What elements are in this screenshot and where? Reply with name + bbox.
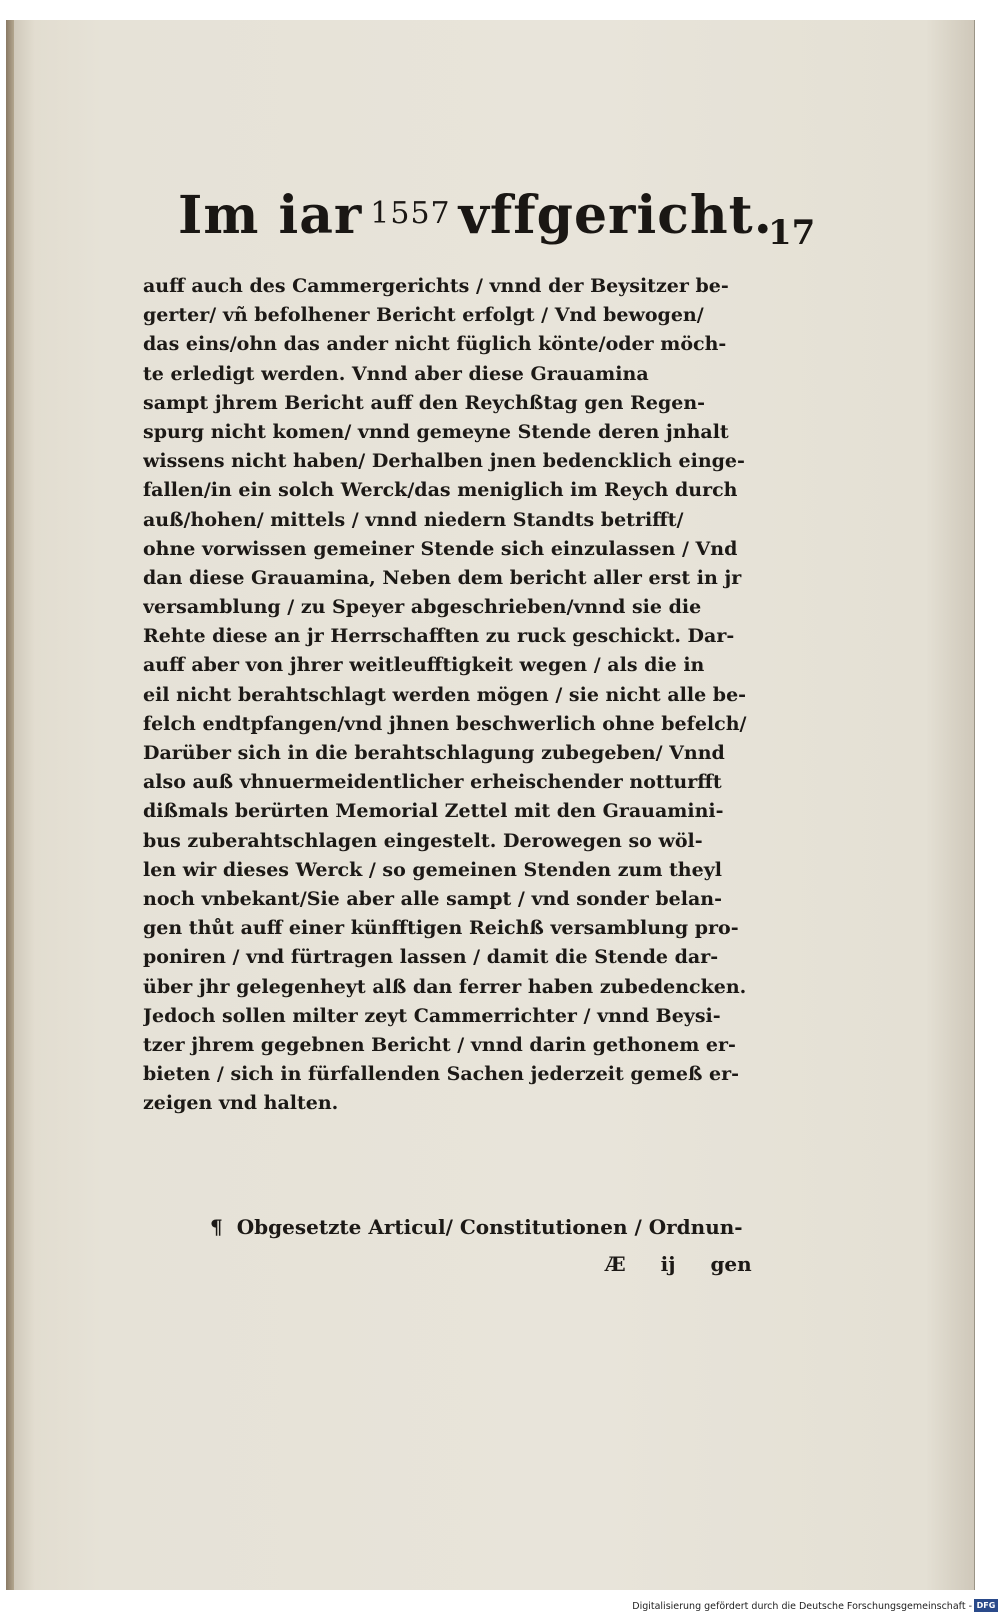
text-line: ohne vorwissen gemeiner Stende sich einzulassen / Vnd xyxy=(143,537,738,560)
text-line: dißmals berürten Memorial Zettel mit den Grauamini- xyxy=(143,800,724,823)
text-line: auff aber von jhrer weitleufftigkeit wegen / als die in xyxy=(143,654,705,677)
text-line: len wir dieses Werck / so gemeinen Stenden zum theyl xyxy=(143,858,722,881)
pilcrow-mark: ¶ xyxy=(210,1215,223,1239)
dfg-logo: DFG xyxy=(974,1599,998,1612)
text-line: auß/hohen/ mittels / vnnd niedern Standts betrifft/ xyxy=(143,508,684,531)
running-heading xyxy=(178,185,798,246)
closing-line xyxy=(210,1215,743,1239)
text-line: wissens nicht haben/ Derhalben jnen bedencklich einge- xyxy=(143,450,745,473)
text-line: tzer jhrem gegebnen Bericht / vnnd darin gethonem er- xyxy=(143,1033,736,1056)
closing-text: Obgesetzte Articul/ Constitutionen / Ordnun- xyxy=(236,1215,743,1239)
text-line: spurg nicht komen/ vnnd gemeyne Stende deren jnhalt xyxy=(143,420,729,443)
text-line: te erledigt werden. Vnnd aber diese Grauamina xyxy=(143,362,649,385)
text-line: gerter/ vñ befolhener Bericht erfolgt / Vnd bewogen/ xyxy=(143,304,704,327)
text-line: fallen/in ein solch Werck/das meniglich im Reych durch xyxy=(143,479,738,502)
text-line: über jhr gelegenheyt alß dan ferrer haben zubedencken. xyxy=(143,975,747,998)
text-line: eil nicht berahtschlagt werden mögen / sie nicht alle be- xyxy=(143,683,747,706)
text-line: Rehte diese an jr Herrschafften zu ruck geschickt. Dar- xyxy=(143,625,735,648)
signature-catchword: Æ ij gen xyxy=(605,1252,752,1276)
text-line: bus zuberahtschlagen eingestelt. Derowegen so wöl- xyxy=(143,829,703,852)
text-line: das eins/ohn das ander nicht füglich könte/oder möch- xyxy=(143,333,727,356)
text-line: bieten / sich in fürfallenden Sachen jederzeit gemeß er- xyxy=(143,1063,739,1086)
heading-title-start: Im iar xyxy=(178,185,363,246)
heading-title-end: vffgericht. xyxy=(458,185,773,246)
text-line: zeigen vnd halten. xyxy=(143,1092,339,1115)
text-line: poniren / vnd fürtragen lassen / damit die Stende dar- xyxy=(143,946,719,969)
text-line: sampt jhrem Bericht auff den Reychßtag gen Regen- xyxy=(143,391,706,414)
book-binding-edge xyxy=(6,20,14,1590)
text-line: also auß vhnuermeidentlicher erheischender notturfft xyxy=(143,771,722,794)
text-line: Darüber sich in die berahtschlagung zubegeben/ Vnnd xyxy=(143,742,725,764)
text-line: Jedoch sollen milter zeyt Cammerrichter / vnnd Beysi- xyxy=(143,1004,721,1027)
text-line: gen thůt auff einer künfftigen Reichß versamblung pro- xyxy=(143,917,739,940)
text-line: felch endtpfangen/vnd jhnen beschwerlich ohne befelch/ xyxy=(143,712,747,735)
text-line: auff auch des Cammergerichts / vnnd der Beysitzer be- xyxy=(143,275,729,297)
heading-year: 1557 xyxy=(370,196,451,231)
text-line: noch vnbekant/Sie aber alle sampt / vnd sonder belan- xyxy=(143,887,722,910)
body-text xyxy=(143,272,773,1118)
page-number: 17 xyxy=(768,213,816,253)
text-line: versamblung / zu Speyer abgeschrieben/vnnd sie die xyxy=(143,596,702,619)
text-line: dan diese Grauamina, Neben dem bericht aller erst in jr xyxy=(143,566,742,589)
digitization-credit: Digitalisierung gefördert durch die Deutsche Forschungsgemeinschaft - xyxy=(632,1601,972,1612)
